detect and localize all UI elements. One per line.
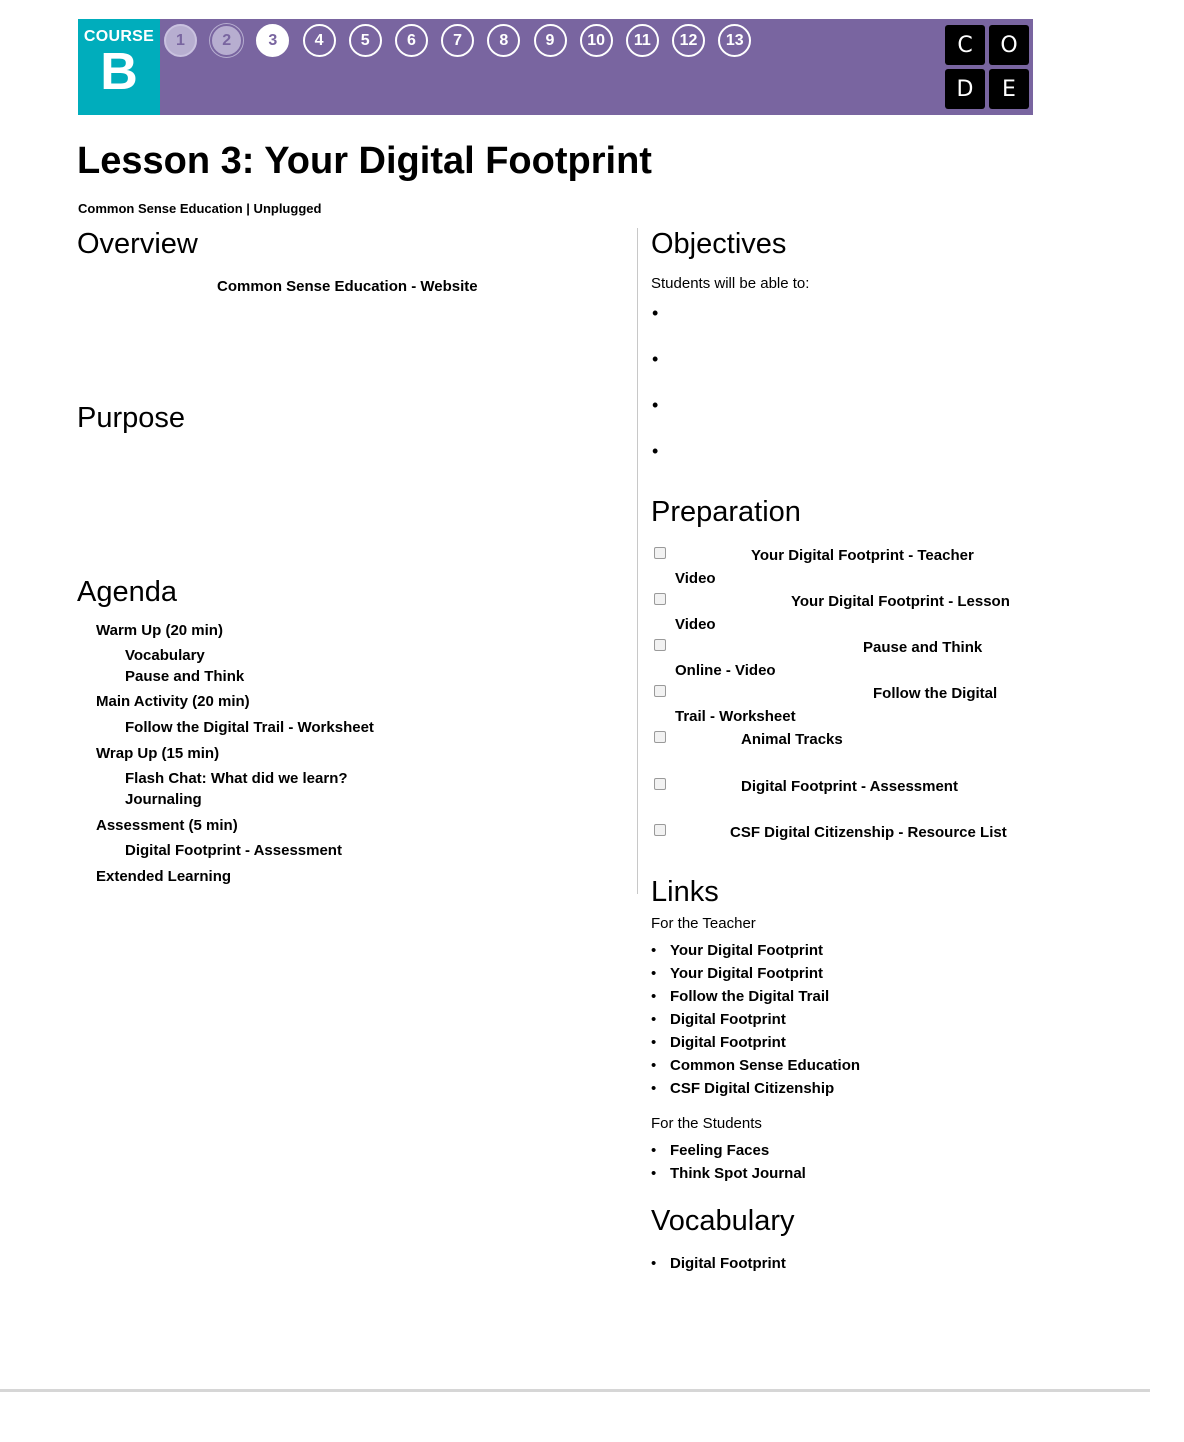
course-word: COURSE (83, 28, 155, 45)
link-list-item: • Follow the Digital Trail (651, 988, 830, 1005)
vocab-list-item: • Digital Footprint (651, 1255, 786, 1272)
link-list-item: • Digital Footprint (651, 1011, 786, 1028)
stage-link-8[interactable]: 8 (487, 24, 520, 57)
agenda-section-link[interactable]: Assessment (5 min) (96, 817, 238, 834)
link-list-item: • Think Spot Journal (651, 1165, 806, 1182)
prep-checkbox[interactable] (654, 731, 666, 743)
teacher-link[interactable]: Your Digital Footprint (670, 965, 824, 982)
links-heading: Links (651, 876, 719, 908)
teacher-link[interactable]: CSF Digital Citizenship (670, 1080, 835, 1097)
prep-checkbox[interactable] (654, 639, 666, 651)
prep-item-link[interactable]: Your Digital Footprint - Teacher (751, 547, 974, 564)
prep-checkbox[interactable] (654, 824, 666, 836)
agenda-subitem-link[interactable]: Pause and Think (125, 668, 245, 685)
objective-bullet: • (652, 303, 659, 323)
course-banner (78, 19, 1033, 115)
link-list-item: • Digital Footprint (651, 1034, 786, 1051)
course-badge[interactable] (78, 19, 160, 115)
prep-checkbox[interactable] (654, 685, 666, 697)
logo-letter: E (989, 69, 1029, 109)
links-students-label: For the Students (651, 1115, 762, 1132)
prep-item-link-cont[interactable]: Video (675, 570, 716, 587)
prep-item-link-cont[interactable]: Online - Video (675, 662, 776, 679)
vocabulary-heading: Vocabulary (651, 1205, 795, 1237)
stage-link-12[interactable]: 12 (672, 24, 705, 57)
link-list-item: • Your Digital Footprint (651, 942, 824, 959)
teacher-link[interactable]: Digital Footprint (670, 1034, 786, 1051)
logo-letter: D (945, 69, 985, 109)
stage-link-9[interactable]: 9 (534, 24, 567, 57)
objective-bullet: • (652, 441, 659, 461)
prep-item-link-cont[interactable]: Video (675, 616, 716, 633)
prep-checkbox[interactable] (654, 547, 666, 559)
agenda-subitem-link[interactable]: Digital Footprint - Assessment (125, 842, 342, 859)
stage-link-3[interactable]: 3 (256, 24, 289, 57)
teacher-link[interactable]: Follow the Digital Trail (670, 988, 830, 1005)
overview-website-link[interactable]: Common Sense Education - Website (217, 278, 478, 295)
code-logo[interactable] (945, 25, 1029, 109)
student-link[interactable]: Think Spot Journal (670, 1165, 806, 1182)
vocab-link[interactable]: Digital Footprint (670, 1255, 786, 1272)
logo-letter: C (945, 25, 985, 65)
link-list-item: • CSF Digital Citizenship (651, 1080, 835, 1097)
agenda-section-link[interactable]: Warm Up (20 min) (96, 622, 223, 639)
stage-link-13[interactable]: 13 (718, 24, 751, 57)
preparation-heading: Preparation (651, 496, 801, 528)
prep-checkbox[interactable] (654, 778, 666, 790)
agenda-heading: Agenda (77, 576, 177, 608)
objective-bullet: • (652, 395, 659, 415)
agenda-subitem-link[interactable]: Follow the Digital Trail - Worksheet (125, 719, 374, 736)
footer-divider (0, 1389, 1150, 1392)
teacher-link[interactable]: Digital Footprint (670, 1011, 786, 1028)
purpose-heading: Purpose (77, 402, 186, 434)
student-link[interactable]: Feeling Faces (670, 1142, 770, 1159)
prep-item-link[interactable]: Digital Footprint - Assessment (741, 778, 958, 795)
objectives-heading: Objectives (651, 228, 787, 260)
column-divider (637, 228, 638, 894)
prep-item-link[interactable]: Pause and Think (863, 639, 983, 656)
teacher-link[interactable]: Your Digital Footprint (670, 942, 824, 959)
prep-item-link[interactable]: CSF Digital Citizenship - Resource List (730, 824, 1007, 841)
logo-letter: O (989, 25, 1029, 65)
teacher-link[interactable]: Common Sense Education (670, 1057, 861, 1074)
prep-item-link[interactable]: Animal Tracks (741, 731, 843, 748)
agenda-subitem-link[interactable]: Flash Chat: What did we learn? (125, 770, 348, 787)
prep-item-link-cont[interactable]: Trail - Worksheet (675, 708, 796, 725)
agenda-section-link[interactable]: Wrap Up (15 min) (96, 745, 220, 762)
links-teacher-label: For the Teacher (651, 915, 756, 932)
lesson-subtitle: Common Sense Education | Unplugged (78, 201, 322, 216)
lesson-title: Lesson 3: Your Digital Footprint (77, 140, 652, 182)
agenda-section-link[interactable]: Main Activity (20 min) (96, 693, 250, 710)
stage-link-6[interactable]: 6 (395, 24, 428, 57)
stage-link-5[interactable]: 5 (349, 24, 382, 57)
stage-link-1[interactable]: 1 (164, 24, 197, 57)
objective-bullet: • (652, 349, 659, 369)
link-list-item: • Common Sense Education (651, 1057, 861, 1074)
stage-link-4[interactable]: 4 (303, 24, 336, 57)
prep-item-link[interactable]: Follow the Digital (873, 685, 998, 702)
overview-heading: Overview (77, 228, 198, 260)
agenda-section-link[interactable]: Extended Learning (96, 868, 232, 885)
prep-checkbox[interactable] (654, 593, 666, 605)
stage-link-7[interactable]: 7 (441, 24, 474, 57)
link-list-item: • Feeling Faces (651, 1142, 770, 1159)
prep-item-link[interactable]: Your Digital Footprint - Lesson (791, 593, 1010, 610)
objectives-intro: Students will be able to: (651, 275, 810, 292)
stage-link-2[interactable]: 2 (210, 24, 243, 57)
stage-link-10[interactable]: 10 (580, 24, 613, 57)
stage-nav (164, 24, 764, 57)
course-letter: B (100, 43, 138, 101)
stage-link-11[interactable]: 11 (626, 24, 659, 57)
agenda-subitem-link[interactable]: Journaling (125, 791, 202, 808)
link-list-item: • Your Digital Footprint (651, 965, 824, 982)
agenda-subitem-link[interactable]: Vocabulary (125, 647, 205, 664)
